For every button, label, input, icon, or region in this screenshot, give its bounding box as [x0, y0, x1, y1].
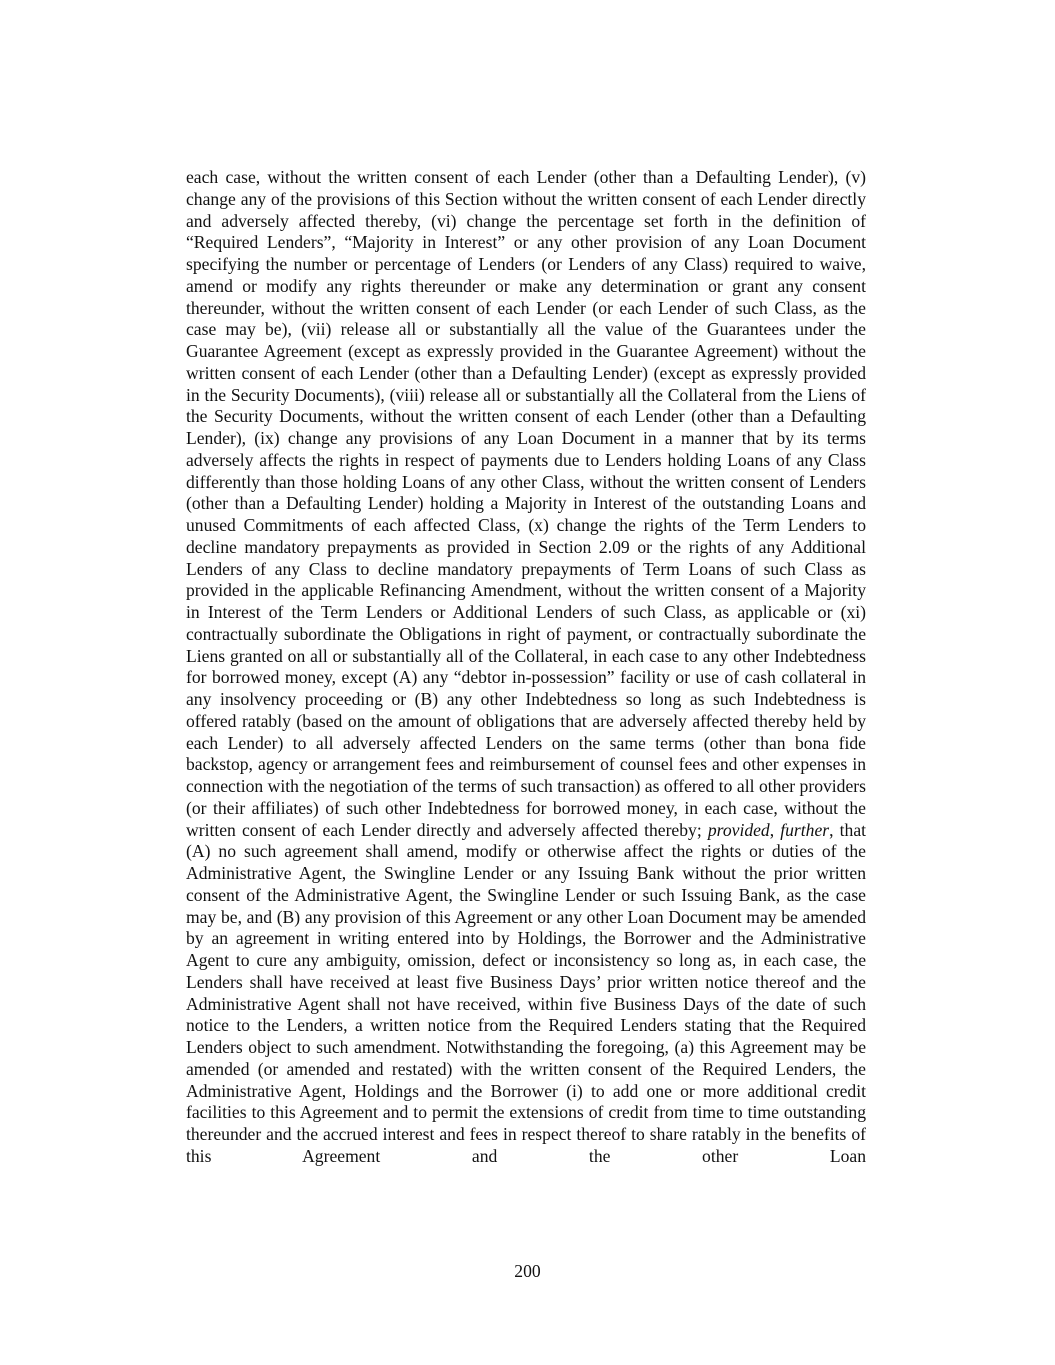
italic-provided: provided	[707, 819, 770, 840]
paragraph-text-part-2: , that (A) no such agreement shall amend, modify or otherwise affect the rights or duties of the Administrative Agent, the Swingline Lender or any Issuing Bank without the prior written consent of the Administrative Agent, the Swingline Lender or such Issuing Bank, as the case may be, and (B) any provision of this Agreement or any other Loan Document may be amended by an agreement in writing entered into by Holdings, the Borrower and the Administrative Agent to cure any ambiguity, omission, defect or inconsistency so long as, in each case, the Lenders shall have received at least five Business Days’ prior written notice thereof and the Administrative Agent shall not have received, within five Business Days of the date of such notice to the Lenders, a written notice from the Required Lenders stating that the Required Lenders object to such amendment. Notwithstanding the foregoing, (a) this Agreement may be amended (or amended and restated) with the written consent of the Required Lenders, the Administrative Agent, Holdings and the Borrower (i) to add one or more additional credit facilities to this Agreement and to permit the extensions of credit from time to time outstanding thereunder and the accrued interest and fees in respect thereof to share ratably in the benefits of this Agreement and the other Loan	[186, 819, 867, 1166]
comma-separator: ,	[769, 819, 781, 840]
paragraph-text-part-1: each case, without the written consent of each Lender (other than a Defaulting Lender), (v) change any of the provisions of this Section without the written consent of each Lender directly and adversely affected thereby, (vi) change the percentage set forth in the definition of “Required Lenders”, “Majority in Interest” or any other provision of any Loan Document specifying the number or percentage of Lenders (or Lenders of any Class) required to waive, amend or modify any rights thereunder or make any determination or grant any consent thereunder, without the written consent of each Lender (or each Lender of such Class, as the case may be), (vii) release all or substantially all the value of the Guarantees under the Guarantee Agreement (except as expressly provided in the Guarantee Agreement) without the written consent of each Lender (other than a Defaulting Lender) (except as expressly provided in the Security Documents), (viii) release all or substantially all the Collateral from the Liens of the Security Documents, without the written consent of each Lender (other than a Defaulting Lender), (ix) change any provisions of any Loan Document in a manner that by its terms adversely affects the rights in respect of payments due to Lenders holding Loans of any Class differently than those holding Loans of any other Class, without the written consent of Lenders (other than a Defaulting Lender) holding a Majority in Interest of the outstanding Loans and unused Commitments of each affected Class, (x) change the rights of the Term Lenders to decline mandatory prepayments as provided in Section 2.09 or the rights of any Additional Lenders of any Class to decline mandatory prepayments of Term Loans of such Class as provided in the applicable Refinancing Amendment, without the written consent of a Majority in Interest of the Term Lenders or Additional Lenders of such Class, as applicable or (xi) contractually subordinate the Obligations in right of payment, or contractually subordinate the Liens granted on all or substantially all of the Collateral, in each case to any other Indebtedness for borrowed money, except (A) any “debtor in-possession” facility or use of cash collateral in any insolvency proceeding or (B) any other Indebtedness so long as such Indebtedness is offered ratably (based on the amount of obligations that are adversely affected thereby held by each Lender) to all adversely affected Lenders on the same terms (other than bona fide backstop, agency or arrangement fees and reimbursement of counsel fees and other expenses in connection with the negotiation of the terms of such transaction) as offered to all other providers (or their affiliates) of such other Indebtedness for borrowed money, in each case, without the written consent of each Lender directly and adversely affected thereby;	[186, 167, 866, 840]
italic-further: further	[780, 819, 830, 840]
page-number: 200	[514, 1261, 541, 1281]
body-paragraph	[186, 167, 866, 1168]
